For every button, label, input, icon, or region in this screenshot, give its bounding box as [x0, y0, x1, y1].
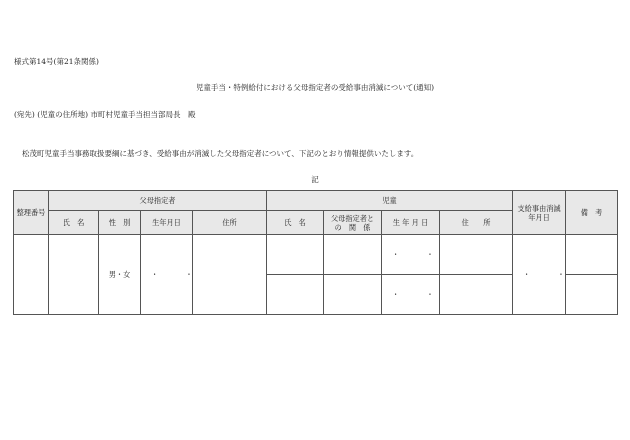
child-dob-header: 生 年 月 日 — [382, 211, 440, 235]
child-name-cell — [267, 235, 324, 275]
remarks-header: 備 考 — [566, 191, 618, 235]
parent-address-cell — [193, 235, 267, 315]
remarks-cell — [566, 235, 618, 275]
parent-dob-header: 生年月日 — [141, 211, 193, 235]
child-address-cell — [440, 275, 513, 315]
child-name-cell — [267, 275, 324, 315]
child-relation-cell — [324, 275, 382, 315]
ki-heading: 記 — [311, 175, 319, 184]
child-address-header: 住 所 — [440, 211, 513, 235]
form-number: 様式第14号(第21条関係) — [14, 57, 99, 66]
addressee: (宛先) (児童の住所地) 市町村児童手当担当部局長 殿 — [14, 110, 196, 119]
child-name-header: 氏 名 — [267, 211, 324, 235]
parent-group-header: 父母指定者 — [49, 191, 267, 211]
end-date-header: 支給事由消滅 年月日 — [513, 191, 566, 235]
child-relation-header: 父母指定者と の 関 係 — [324, 211, 382, 235]
document-title: 児童手当・特例給付における父母指定者の受給事由消滅について(通知) — [195, 83, 435, 92]
end-date-cell: ・ ・ — [513, 235, 566, 315]
child-dob-cell: ・ ・ — [382, 235, 440, 275]
body-text: 松茂町児童手当事務取扱要綱に基づき、受給事由が消滅した父母指定者について、下記のとおり情報提供いたします。 — [22, 149, 419, 158]
child-dob-cell: ・ ・ — [382, 275, 440, 315]
parent-name-header: 氏 名 — [49, 211, 99, 235]
child-relation-cell — [324, 235, 382, 275]
parent-gender-cell: 男・女 — [99, 235, 141, 315]
info-table — [13, 190, 618, 315]
child-group-header: 児童 — [267, 191, 513, 211]
parent-address-header: 住所 — [193, 211, 267, 235]
parent-gender-header: 性 別 — [99, 211, 141, 235]
seiri-cell — [14, 235, 49, 315]
parent-dob-cell: ・ ・ — [141, 235, 193, 315]
seiri-header: 整理番号 — [14, 191, 49, 235]
parent-name-cell — [49, 235, 99, 315]
child-address-cell — [440, 235, 513, 275]
remarks-cell — [566, 275, 618, 315]
